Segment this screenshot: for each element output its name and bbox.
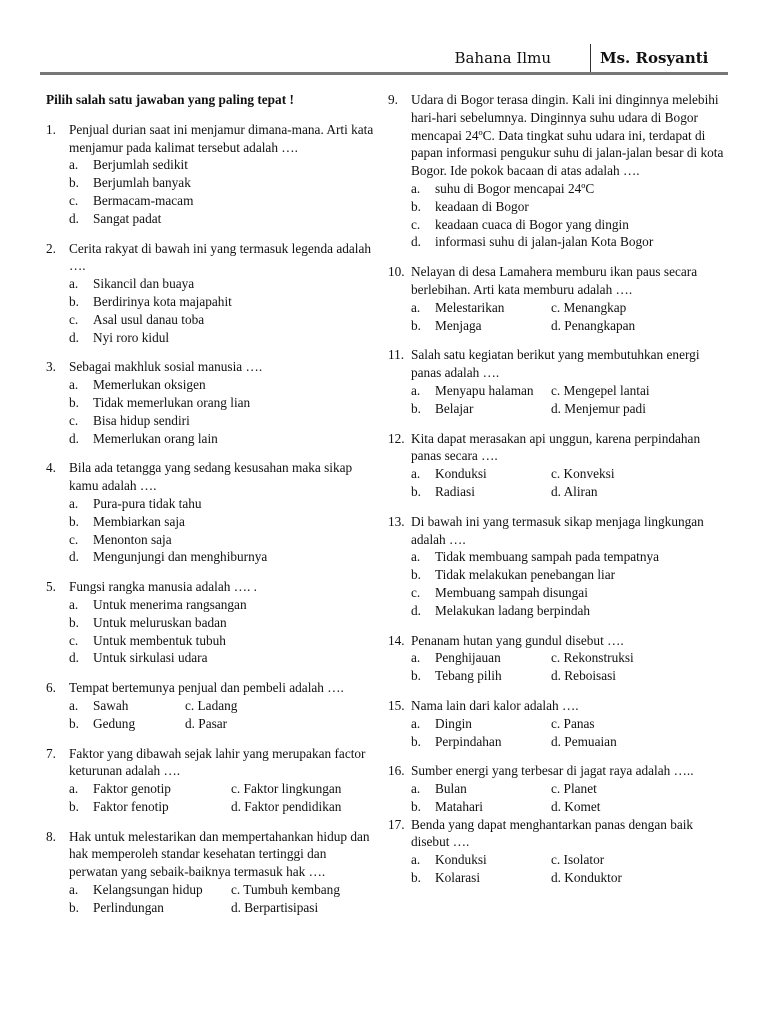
option-text: Mengunjungi dan menghiburnya [93,549,268,565]
option [69,697,185,715]
option-text: informasi suhu di jalan-jalan Kota Bogor [435,234,654,250]
option-text: Berjumlah sedikit [93,157,188,173]
question-6 [46,679,376,732]
option [69,632,376,650]
option [411,798,551,816]
question-17 [388,816,728,887]
option [69,715,185,733]
question-15 [388,697,728,750]
question-12 [388,430,728,501]
question-text: Udara di Bogor terasa dingin. Kali ini dinginnya melebihi hari-hari sebelumnya. Dinginnya suhu udara di Bogor mencapai 24ºC. Data tingkat suhu udara ini, terdapat di papan informasi pengukur suhu di jalan-jalan besar di kota Bogor. Ide pokok bacaan di atas adalah …. [411,92,724,179]
options-grid [46,881,376,917]
option-letter: b. [69,513,79,529]
question-number: 13. [388,513,405,529]
header-rule [40,72,728,75]
option [69,548,376,566]
option [551,869,728,887]
question-text: Hak untuk melestarikan dan mempertahankan hidup dan hak memperoleh standar kesehatan tertinggi dan perwatan yang sebaik-baiknya termasuk hak …. [69,828,370,880]
option [69,899,231,917]
option-text: Tebang pilih [435,668,502,684]
option-letter: c. [411,216,421,232]
option-text: Berjumlah banyak [93,175,191,191]
option [185,697,376,715]
option-text: Perlindungan [93,899,164,915]
option-letter: d. [69,329,79,345]
question-text: Benda yang dapat menghantarkan panas dengan baik disebut …. [411,816,694,850]
question-number: 15. [388,697,405,713]
options-grid [388,299,728,335]
option-text: Gedung [93,715,136,731]
question-16 [388,762,728,815]
option-text: Matahari [435,798,483,814]
option-text: Sawah [93,697,129,713]
option-text: Faktor genotip [93,781,171,797]
option [551,465,728,483]
option [411,198,728,216]
option-letter: a. [69,882,79,898]
option-text: d. Reboisasi [551,668,617,684]
option [551,382,728,400]
option-text: Kolarasi [435,870,481,886]
question-text: Bila ada tetangga yang sedang kesusahan maka sikap kamu adalah …. [69,460,353,494]
option-letter: c. [69,311,79,327]
option-letter: b. [411,198,421,214]
option-text: c. Isolator [551,852,605,868]
option [551,851,728,869]
question-number: 9. [388,92,398,107]
option [69,311,376,329]
option [551,299,728,317]
option-letter: d. [411,602,421,618]
option [411,548,728,566]
option [411,317,551,335]
option-text: Kelangsungan hidup [93,882,203,898]
question-number: 1. [46,121,56,137]
question-number: 8. [46,828,56,844]
option-text: Konduksi [435,466,487,482]
question-number: 12. [388,430,405,446]
option-letter: b. [69,394,79,410]
option [411,584,728,602]
option-text: Menyapu halaman [435,382,534,398]
option-text: Memerlukan oksigen [93,377,206,393]
option-text: Penghijauan [435,650,501,666]
option-text: Tidak membuang sampah pada tempatnya [435,549,660,565]
question-number: 3. [46,359,56,375]
option-text: Dingin [435,715,472,731]
option-text: Asal usul danau toba [93,311,205,327]
option-text: Tidak melakukan penebangan liar [435,567,616,583]
options-list [388,548,728,619]
option [69,329,376,347]
option-text: Bisa hidup sendiri [93,412,190,428]
option-text: Faktor fenotip [93,798,169,814]
option [551,780,728,798]
options-grid [388,649,728,685]
option-letter: d. [69,430,79,446]
option-text: Radiasi [435,483,475,499]
options-list [46,596,376,667]
options-grid [46,780,376,816]
option [411,733,551,751]
option-text: d. Faktor pendidikan [231,798,342,814]
option-text: Untuk meluruskan badan [93,614,227,630]
option-text: Belajar [435,400,474,416]
option-text: d. Pemuaian [551,733,617,749]
option-letter: a. [69,781,79,797]
question-text: Nelayan di desa Lamahera memburu ikan paus secara berlebihan. Arti kata memburu adalah …. [411,264,698,297]
instruction: Pilih salah satu jawaban yang paling tepat ! [46,92,294,107]
option [69,513,376,531]
question-2 [46,240,376,347]
option [411,566,728,584]
option-text: Konduksi [435,852,487,868]
option [411,602,728,620]
option-letter: a. [411,650,421,666]
option [69,293,376,311]
option [411,400,551,418]
option-text: Menjaga [435,317,482,333]
option-letter: b. [69,899,79,915]
option-letter: b. [411,798,421,814]
option-letter: a. [411,715,421,731]
option-letter: b. [411,483,421,499]
subject-label: Bahana Ilmu [454,49,551,67]
option-letter: b. [69,293,79,309]
option-text: Tidak memerlukan orang lian [93,394,251,410]
option-letter: b. [69,175,79,191]
option-letter: a. [411,466,421,482]
question-text: Sumber energi yang terbesar di jagat raya adalah ….. [411,763,694,779]
option [69,275,376,293]
question-number: 10. [388,264,405,280]
option [411,780,551,798]
option [411,382,551,400]
option-text: Melestarikan [435,299,505,315]
option-letter: a. [69,697,79,713]
option-text: c. Faktor lingkungan [231,781,342,797]
option-letter: c. [69,412,79,428]
option-text: c. Rekonstruksi [551,650,634,666]
option [69,412,376,430]
option-letter: b. [69,798,79,814]
option-text: Memerlukan orang lain [93,430,218,446]
question-number: 16. [388,763,405,779]
option [69,881,231,899]
option-text: c. Konveksi [551,466,615,482]
option-text: keadaan di Bogor [435,198,529,214]
option-text: c. Mengepel lantai [551,382,650,398]
question-text: Cerita rakyat di bawah ini yang termasuk legenda adalah …. [69,240,372,274]
option-letter: a. [69,596,79,612]
option-letter: b. [411,668,421,684]
question-text: Sebagai makhluk sosial manusia …. [69,359,263,375]
option-text: Melakukan ladang berpindah [435,602,591,618]
option-letter: b. [69,614,79,630]
options-grid [388,851,728,887]
options-list [46,156,376,227]
question-10 [388,263,728,334]
option [551,649,728,667]
options-list [46,495,376,566]
option-text: d. Berpartisipasi [231,899,319,915]
option-letter: d. [69,210,79,226]
options-grid [388,465,728,501]
option [411,667,551,685]
option-letter: b. [411,870,421,886]
options-list [46,376,376,447]
option-text: Berdirinya kota majapahit [93,293,232,309]
option [411,869,551,887]
option [231,881,376,899]
option-letter: d. [69,650,79,666]
option-text: Untuk sirkulasi udara [93,650,208,666]
option-text: d. Pasar [185,715,228,731]
options-list [46,275,376,346]
option [551,798,728,816]
question-7 [46,745,376,816]
option-text: Nyi roro kidul [93,329,170,345]
option-letter: b. [411,400,421,416]
question-text: Di bawah ini yang termasuk sikap menjaga lingkungan adalah …. [411,513,704,547]
option-text: d. Konduktor [551,870,622,886]
option-text: Untuk membentuk tubuh [93,632,226,648]
option-letter: c. [69,192,79,208]
option [69,156,376,174]
option [551,400,728,418]
option-letter: b. [411,733,421,749]
question-number: 2. [46,240,56,256]
option-text: c. Panas [551,715,595,731]
question-1 [46,121,376,228]
option-text: suhu di Bogor mencapai 24ºC [435,180,595,196]
option [411,299,551,317]
header-divider [590,44,591,72]
option-text: Pura-pura tidak tahu [93,495,202,511]
option-text: Untuk menerima rangsangan [93,596,247,612]
option [411,483,551,501]
question-11 [388,346,728,417]
question-8 [46,828,376,917]
right-column [388,91,728,899]
question-5 [46,578,376,667]
option [411,216,728,234]
options-grid [388,780,728,816]
option-letter: a. [69,495,79,511]
question-text: Fungsi rangka manusia adalah …. . [69,579,257,595]
option-letter: a. [411,180,421,196]
option [69,430,376,448]
option-letter: c. [411,584,421,600]
question-text: Tempat bertemunya penjual dan pembeli adalah …. [69,680,344,696]
option-text: d. Aliran [551,483,598,499]
option-text: d. Komet [551,798,601,814]
option [69,614,376,632]
option-letter: a. [411,382,421,398]
option [69,192,376,210]
option [551,667,728,685]
option [411,465,551,483]
option-text: keadaan cuaca di Bogor yang dingin [435,216,629,232]
option [69,495,376,513]
options-list [388,180,728,251]
option [69,531,376,549]
options-grid [388,715,728,751]
question-13 [388,513,728,620]
option-text: Menonton saja [93,531,172,547]
question-text: Kita dapat merasakan api unggun, karena perpindahan panas secara …. [411,430,701,464]
option-text: d. Menjemur padi [551,400,646,416]
option-text: Membiarkan saja [93,513,185,529]
question-9 [388,91,728,251]
option-letter: a. [411,299,421,315]
option [69,174,376,192]
option-letter: b. [411,567,421,583]
option [69,394,376,412]
question-text: Penanam hutan yang gundul disebut …. [411,632,624,648]
option-letter: a. [411,852,421,868]
option [411,233,728,251]
option-text: c. Tumbuh kembang [231,882,340,898]
option-text: Membuang sampah disungai [435,584,588,600]
option-text: c. Menangkap [551,299,627,315]
option [69,596,376,614]
option-letter: c. [69,531,79,547]
question-text: Faktor yang dibawah sejak lahir yang merupakan factor keturunan adalah …. [69,745,366,779]
option [69,376,376,394]
option-letter: b. [69,715,79,731]
option [231,899,376,917]
question-number: 17. [388,816,405,832]
question-text: Nama lain dari kalor adalah …. [411,697,579,713]
option [69,210,376,228]
option [185,715,376,733]
option-letter: d. [411,234,421,250]
left-column [46,91,376,929]
option-letter: c. [69,632,79,648]
option-text: Sikancil dan buaya [93,276,195,292]
question-text: Penjual durian saat ini menjamur dimana-mana. Arti kata menjamur pada kalimat tersebut adalah …. [69,121,374,155]
option [69,798,231,816]
option [231,780,376,798]
option-text: d. Penangkapan [551,317,636,333]
question-4 [46,459,376,566]
option-text: Sangat padat [93,210,162,226]
question-number: 14. [388,632,405,648]
options-grid [46,697,376,733]
question-number: 7. [46,745,56,761]
option-letter: a. [411,781,421,797]
option-letter: a. [69,377,79,393]
option-letter: a. [411,549,421,565]
option-letter: d. [69,549,79,565]
option-letter: a. [69,276,79,292]
option [551,733,728,751]
question-number: 11. [388,347,405,363]
options-grid [388,382,728,418]
option [551,483,728,501]
option-text: c. Ladang [185,697,238,713]
option-text: Perpindahan [435,733,502,749]
question-3 [46,358,376,447]
page-header [40,44,728,74]
option-letter: a. [69,157,79,173]
question-text: Salah satu kegiatan berikut yang membutuhkan energi panas adalah …. [411,347,700,381]
option-text: c. Planet [551,781,597,797]
option-text: Bulan [435,781,467,797]
question-number: 4. [46,460,56,476]
option [411,649,551,667]
question-14 [388,632,728,685]
question-number: 6. [46,680,56,696]
option [69,780,231,798]
option-text: Bermacam-macam [93,192,194,208]
option [231,798,376,816]
option-letter: b. [411,317,421,333]
question-number: 5. [46,579,56,595]
author-label: Ms. Rosyanti [600,49,709,67]
option [551,317,728,335]
option [69,649,376,667]
option [411,715,551,733]
option [411,851,551,869]
option [551,715,728,733]
option [411,180,728,198]
